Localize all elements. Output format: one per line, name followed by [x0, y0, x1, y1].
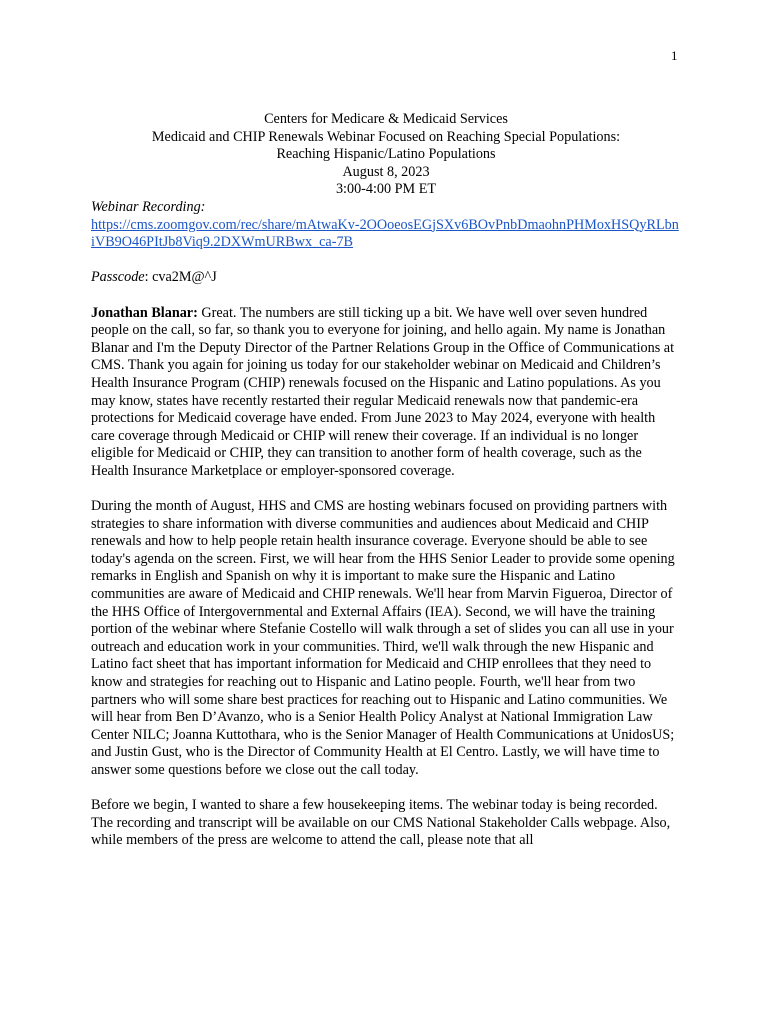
paragraph-2	[91, 498, 681, 780]
passcode-value: cva2M@^J	[152, 269, 217, 286]
document-body	[91, 111, 681, 850]
page-number: 1	[671, 48, 678, 63]
passcode-separator: :	[144, 269, 153, 286]
webinar-date: August 8, 2023	[342, 163, 430, 180]
passcode-label: Passcode	[91, 269, 145, 286]
document-header	[91, 111, 681, 199]
paragraph-text: Great. The numbers are still ticking up a bit. We have well over seven hundred people on the call, so far, so thank you to everyone for joining, and hello again. My name is Jonathan Blanar and I'm the Deputy Director of the Partner Relations Group in the Office of Communications at CMS. Thank you again for joining us today for our stakeholder webinar on Medicaid and Children’s Health Insurance Program (CHIP) renewals focused on the Hispanic and Latino populations. As you may know, states have recently restarted their regular Medicaid renewals now that pandemic-era protections for Medicaid coverage have ended. From June 2023 to May 2024, everyone with health care coverage through Medicaid or CHIP will renew their coverage. If an individual is no longer eligible for Medicaid or CHIP, they can transition to another form of health coverage, such as the Health Insurance Marketplace or employer-sponsored coverage.	[91, 304, 675, 479]
webinar-title-line-2: Reaching Hispanic/Latino Populations	[276, 146, 496, 163]
webinar-time: 3:00-4:00 PM ET	[335, 181, 437, 198]
paragraph-1	[91, 305, 681, 481]
webinar-title-line-1: Medicaid and CHIP Renewals Webinar Focused on Reaching Special Populations:	[151, 128, 621, 145]
paragraph-text: Before we begin, I wanted to share a few housekeeping items. The webinar today is being recorded. The recording and transcript will be available on our CMS National Stakeholder Calls webpage. Also, while members of the press are welcome to attend the call, please note that all	[91, 797, 671, 849]
recording-label: Webinar Recording:	[91, 198, 206, 215]
passcode-line	[91, 269, 681, 287]
paragraph-3	[91, 797, 681, 850]
paragraph-text: During the month of August, HHS and CMS are hosting webinars focused on providing partners with strategies to share information with diverse communities and audiences about Medicaid and CHIP renewals and how to help people retain health insurance coverage. Everyone should be able to see today's agenda on the screen. First, we will hear from the HHS Senior Leader to provide some opening remarks in English and Spanish on why it is important to make sure the Hispanic and Latino communities are aware of Medicaid and CHIP renewals. We'll hear from Marvin Figueroa, Director of the HHS Office of Intergovernmental and External Affairs (IEA). Second, we will have the training portion of the webinar where Stefanie Costello will walk through a set of slides you can all use in your outreach and education work in your communities. Third, we'll walk through the new Hispanic and Latino fact sheet that has important information for Medicaid and CHIP enrollees that they need to know and strategies for reaching out to Hispanic and Latino people. Fourth, we'll hear from two partners who will some share best practices for reaching out to Hispanic and Latino communities. We will hear from Ben D’Avanzo, who is a Senior Health Policy Analyst at National Immigration Law Center NILC; Joanna Kuttothara, who is the Senior Manager of Health Communications at UnidosUS; and Justin Gust, who is the Director of Community Health at El Centro. Lastly, we will have time to answer some questions before we close out the call today.	[91, 498, 675, 778]
speaker-name: Jonathan Blanar:	[91, 304, 198, 321]
organization-name: Centers for Medicare & Medicaid Services	[264, 111, 508, 127]
recording-link[interactable]: https://cms.zoomgov.com/rec/share/mAtwaKv-2OOoeosEGjSXv6BOvPnbDmaohnPHMoxHSQyRLbniVB9O46PItJb8Viq9.2DXWmURBwx_ca-7B	[91, 216, 679, 251]
